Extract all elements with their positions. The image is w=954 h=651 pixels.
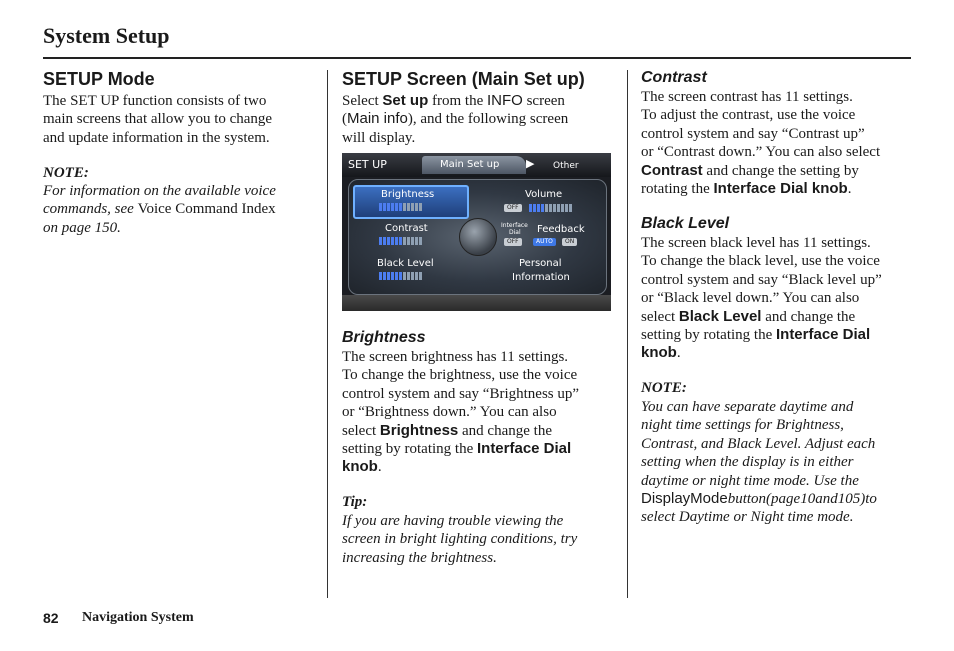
text-span: ( xyxy=(342,111,347,128)
text-span: and change the xyxy=(458,422,552,439)
feedback-auto-pill: AUTO xyxy=(533,238,556,246)
interface-dial-icon xyxy=(459,218,497,256)
setup-mode-heading: SETUP Mode xyxy=(43,69,155,89)
text-line: Contrast, and Black Level. Adjust each xyxy=(641,435,876,452)
text-span: . xyxy=(847,181,852,198)
volume-item: Volume xyxy=(525,189,563,200)
knob-term: knob xyxy=(641,344,677,362)
text-line: You can have separate daytime and xyxy=(641,399,854,415)
feedback-on-pill: ON xyxy=(562,238,577,246)
personal-info-item: Personal xyxy=(519,258,562,269)
black-level-item: Black Level xyxy=(377,258,434,269)
setup-screen-text xyxy=(342,92,568,147)
black-level-bar xyxy=(379,272,422,280)
brightness-text xyxy=(342,348,579,477)
text-line: daytime or night time mode. Use the xyxy=(641,472,859,489)
text-line: select Daytime or Night time mode. xyxy=(641,509,854,526)
personal-info-item-line2: Information xyxy=(512,272,570,283)
brightness-item: Brightness xyxy=(381,189,435,200)
text-span: and change the setting by xyxy=(702,162,859,179)
column-divider-2 xyxy=(627,70,628,598)
text-span: ), and the following screen xyxy=(407,111,569,128)
text-span: . xyxy=(377,459,382,476)
column-divider-1 xyxy=(327,70,328,598)
tip-text xyxy=(342,512,577,567)
text-span: select xyxy=(342,422,380,439)
knob-term: knob xyxy=(342,458,378,476)
page-number: 82 xyxy=(43,610,59,626)
voice-command-index-ref: Voice Command Index xyxy=(137,201,276,218)
header-rule xyxy=(43,57,911,59)
setup-screen-heading: SETUP Screen (Main Set up) xyxy=(342,69,585,89)
text-line: or “Black level down.” You can also xyxy=(641,290,860,307)
play-arrow-icon: ▶ xyxy=(526,157,535,170)
contrast-text xyxy=(641,88,880,198)
note-text-2 xyxy=(641,398,877,527)
text-line: on page 150. xyxy=(43,219,121,236)
text-line: will display. xyxy=(342,129,416,146)
text-line: night time settings for Brightness, xyxy=(641,417,844,434)
text-line: control system and say “Brightness up” xyxy=(342,385,580,402)
page-title: System Setup xyxy=(43,23,170,48)
other-tab: Other xyxy=(553,161,579,171)
screen-menu-panel xyxy=(348,179,607,295)
text-line: screen in bright lighting conditions, try xyxy=(342,531,578,548)
interface-dial-knob-term: Interface Dial knob xyxy=(713,180,848,198)
volume-level-bar xyxy=(529,204,572,212)
text-line: control system and say “Black level up” xyxy=(641,271,882,288)
main-setup-tab: Main Set up xyxy=(440,159,500,170)
text-line: To adjust the contrast, use the voice xyxy=(641,107,856,124)
contrast-level-bar xyxy=(379,237,422,245)
interface-dial-item: Interface xyxy=(501,222,528,229)
interface-dial-item-line2: Dial xyxy=(509,229,521,236)
text-line: main screens that allow you to change xyxy=(43,111,273,128)
brightness-heading: Brightness xyxy=(342,329,426,346)
text-line: setting when the display is in either xyxy=(641,454,854,471)
text-line: control system and say “Contrast up” xyxy=(641,125,865,142)
text-span: and change the xyxy=(761,308,856,325)
note-label-2: NOTE: xyxy=(641,380,687,396)
contrast-item: Contrast xyxy=(385,223,428,234)
text-span: from the xyxy=(428,93,487,109)
main-info-term: Main info xyxy=(347,110,408,128)
brightness-level-bar xyxy=(379,203,422,211)
display-mode-term: DisplayMode xyxy=(641,490,728,508)
setup-screen-image xyxy=(342,153,611,311)
text-span: button(page10and105)to xyxy=(727,491,877,508)
interface-dial-term: Interface Dial xyxy=(476,440,572,458)
text-line: or “Contrast down.” You can also select xyxy=(641,144,881,161)
screen-bottom-bar xyxy=(342,295,611,311)
text-line: The SET UP function consists of two xyxy=(43,93,267,109)
volume-off-pill: OFF xyxy=(504,204,522,212)
text-span: rotating the xyxy=(641,181,714,198)
text-line: The screen contrast has 11 settings. xyxy=(641,89,853,105)
setup-tab: SET UP xyxy=(348,158,387,171)
note-text xyxy=(43,182,276,237)
setup-mode-text xyxy=(43,92,272,147)
text-line: or “Brightness down.” You can also xyxy=(342,404,557,421)
contrast-term: Contrast xyxy=(641,161,703,179)
text-line: To change the black level, use the voice xyxy=(641,253,880,270)
text-span: . xyxy=(676,345,681,362)
tip-label: Tip: xyxy=(342,494,368,510)
text-span: setting by rotating the xyxy=(641,327,776,344)
text-span: setting by rotating the xyxy=(342,441,477,458)
text-span: Select xyxy=(342,93,383,109)
feedback-off-pill: OFF xyxy=(504,238,522,246)
interface-dial-term: Interface Dial xyxy=(775,326,871,344)
text-line: If you are having trouble viewing the xyxy=(342,513,564,529)
contrast-heading: Contrast xyxy=(641,69,707,86)
brightness-term: Brightness xyxy=(379,421,459,439)
text-line: For information on the available voice xyxy=(43,183,276,199)
text-span: screen xyxy=(522,93,565,109)
text-line: increasing the brightness. xyxy=(342,549,497,566)
text-line: To change the brightness, use the voice xyxy=(342,367,578,384)
black-level-heading: Black Level xyxy=(641,215,730,232)
info-term: INFO xyxy=(486,92,523,109)
screen-tab-bar xyxy=(342,153,611,177)
footer-section: Navigation System xyxy=(82,610,194,625)
black-level-term: Black Level xyxy=(678,307,762,325)
text-line: The screen black level has 11 settings. xyxy=(641,235,871,251)
text-line: The screen brightness has 11 settings. xyxy=(342,349,569,365)
set-up-term: Set up xyxy=(382,92,429,109)
black-level-text xyxy=(641,234,882,363)
text-span: select xyxy=(641,308,679,325)
note-label: NOTE: xyxy=(43,165,89,181)
feedback-item: Feedback xyxy=(537,224,585,235)
text-line: and update information in the system. xyxy=(43,129,270,146)
text-span: commands, see xyxy=(43,201,138,218)
